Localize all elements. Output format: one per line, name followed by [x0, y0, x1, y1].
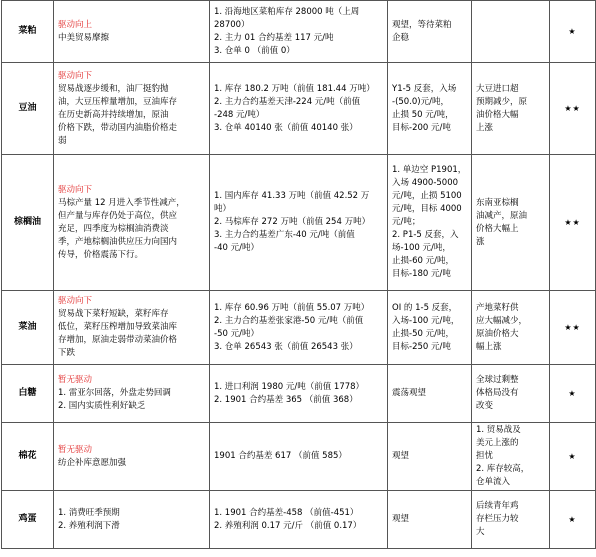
strategy-cell	[388, 291, 472, 365]
strategy-cell	[388, 155, 472, 291]
text-line: 1901 合约基差 617 （前值 585）	[214, 451, 347, 461]
text-line: 1. 消费旺季预期	[58, 507, 120, 518]
commodity-table	[1, 0, 596, 549]
text-line: 季，产地棕榈油供应压力向国内	[58, 236, 178, 247]
text-line: Y1-5 反套，入场	[392, 83, 457, 94]
text-line: 止损-50 元/吨，	[392, 328, 454, 339]
text-line: 美元上涨的	[476, 438, 519, 448]
text-line: 目标-200 元/吨	[392, 122, 451, 133]
stats-cell	[210, 365, 388, 423]
text-line: 存增加，原油走弱带动菜油价格	[58, 335, 178, 345]
rating-stars: ★	[550, 491, 596, 549]
text-line: 止损-60 元/吨，	[392, 256, 454, 266]
rating-stars: ★★	[550, 155, 596, 291]
text-line: 但产量与库存仍处于高位，供应	[58, 210, 178, 221]
strategy-cell	[388, 63, 472, 155]
table-row	[2, 155, 596, 291]
text-line: 3. 仓单 40140 张（前值 40140 张）	[214, 122, 358, 133]
text-line: 后续青年鸡	[476, 501, 519, 511]
text-line: 中美贸易摩擦	[58, 32, 110, 43]
stats-cell	[210, 63, 388, 155]
strategy-cell	[388, 365, 472, 423]
driver-cell	[54, 1, 210, 63]
text-line: 2. 库存较高，	[476, 464, 530, 474]
text-line: 2. 1901 合约基差 365 （前值 368）	[214, 394, 358, 405]
text-line: 幅上涨	[476, 341, 502, 352]
text-line: 担忧	[476, 451, 494, 461]
text-line: 元/吨，目标 4000	[392, 204, 462, 214]
text-line: 价格下跌，带动国内油脂价格走	[58, 122, 178, 133]
text-line: 马棕产量 12 月进入季节性减产，	[58, 197, 185, 208]
stats-cell	[210, 155, 388, 291]
text-line: 入场 4900-5000	[392, 178, 459, 188]
text-line: 2. P1-5 反套，入	[392, 230, 459, 240]
text-line: 观望	[392, 451, 410, 461]
text-line: 东南亚棕榈	[476, 197, 519, 208]
text-line: 油减产，原油	[476, 210, 528, 221]
text-line: 1. 沿海地区菜粕库存 28000 吨（上周	[214, 6, 360, 17]
text-line: 2. 国内实质性利好缺乏	[58, 401, 146, 411]
driver-cell	[54, 491, 210, 549]
text-line: 1. 进口利润 1980 元/吨（前值 1778）	[214, 381, 365, 392]
text-line: 低位，菜籽压榨增加导致菜油库	[58, 322, 178, 332]
text-line: 2. 主力合约基差张家港-50 元/吨（前值	[214, 315, 364, 326]
category-cell: 菜粕	[2, 1, 54, 63]
driver-title: 驱动向下	[58, 296, 93, 306]
text-line: 弱	[58, 135, 67, 146]
text-line: 体格局没有	[476, 388, 519, 398]
text-line: OI 的 1-5 反套，	[392, 302, 458, 313]
table-row	[2, 365, 596, 423]
stats-cell	[210, 423, 388, 491]
text-line: 充足，四季度为棕榈油消费淡	[58, 223, 169, 234]
text-line: 纺企补库意愿加强	[58, 457, 127, 468]
driver-title: 暂无驱动	[58, 375, 93, 385]
text-line: 贸易战逐步缓和，油厂挺豹抛	[58, 83, 169, 94]
text-line: 2. 主力合约基差天津-224 元/吨（前值	[214, 96, 361, 107]
text-line: -248 元/吨）	[214, 109, 265, 120]
text-line: 2. 马棕库存 272 万吨（前值 254 万吨）	[214, 217, 371, 227]
driver-cell	[54, 155, 210, 291]
strategy-cell	[388, 491, 472, 549]
table-row	[2, 423, 596, 491]
text-line: 油，大豆压榨量增加，豆油库存	[58, 96, 178, 107]
text-line: 元/吨，止损 5100	[392, 191, 462, 201]
text-line: 1. 贸易战及	[476, 425, 521, 435]
text-line: 震荡观望	[392, 388, 427, 398]
text-line: 2. 主力 01 合约基差 117 元/吨	[214, 32, 334, 43]
strategy-cell	[388, 423, 472, 491]
driver-cell	[54, 423, 210, 491]
driver-cell	[54, 365, 210, 423]
text-line: 2. 养殖利润下滑	[58, 520, 120, 531]
text-line: 大豆进口超	[476, 83, 519, 94]
table-row	[2, 1, 596, 63]
text-line: 观望	[392, 514, 410, 524]
text-line: 28700）	[214, 19, 250, 30]
text-line: 贸易战下菜籽短缺，菜籽库存	[58, 309, 169, 319]
text-line: 上涨	[476, 122, 494, 133]
text-line: 观望，等待菜粕	[392, 19, 452, 30]
text-line: 油价格大幅	[476, 109, 519, 120]
strategy-cell	[388, 1, 472, 63]
text-line: 仓单流入	[476, 477, 511, 487]
rating-stars: ★	[550, 423, 596, 491]
text-line: 2. 养殖利润 0.17 元/斤 （前值 0.17）	[214, 520, 362, 531]
category-cell: 菜油	[2, 291, 54, 365]
text-line: 价格大幅上	[476, 223, 519, 234]
text-line: -50 元/吨）	[214, 328, 259, 339]
text-line: 原油价格大	[476, 328, 519, 339]
table-row	[2, 491, 596, 549]
text-line: 目标-250 元/吨	[392, 341, 451, 352]
text-line: 1. 单边空 P1901，	[392, 165, 467, 175]
text-line: 存栏压力较	[476, 514, 519, 524]
driver-title: 驱动向下	[58, 70, 93, 81]
stats-cell	[210, 491, 388, 549]
text-line: 在历史新高并持续增加，原油	[58, 109, 169, 120]
text-line: 吨）	[214, 204, 232, 214]
category-cell: 棕榈油	[2, 155, 54, 291]
text-line: 目标-180 元/吨	[392, 269, 451, 279]
category-cell: 白糖	[2, 365, 54, 423]
text-line: 传导，价格震荡下行。	[58, 249, 144, 260]
text-line: 改变	[476, 401, 494, 411]
text-line: 全球过剩整	[476, 375, 519, 385]
driver-cell	[54, 291, 210, 365]
driver-title: 驱动向上	[58, 19, 93, 30]
text-line: 产地菜籽供	[476, 302, 519, 313]
stats-cell	[210, 291, 388, 365]
text-line: 元/吨；	[392, 217, 421, 227]
driver-cell	[54, 63, 210, 155]
text-line: 入场-100 元/吨，	[392, 315, 460, 326]
note-cell	[472, 423, 550, 491]
note-cell	[472, 1, 550, 63]
text-line: 企稳	[392, 32, 410, 43]
table-row	[2, 291, 596, 365]
rating-stars: ★★	[550, 291, 596, 365]
note-cell	[472, 491, 550, 549]
text-line: 3. 仓单 26543 张（前值 26543 张）	[214, 341, 358, 352]
text-line: 1. 库存 60.96 万吨（前值 55.07 万吨）	[214, 302, 370, 313]
text-line: 涨	[476, 236, 485, 247]
text-line: 应大幅减少，	[476, 315, 528, 326]
table-row	[2, 63, 596, 155]
driver-title: 暂无驱动	[58, 444, 93, 455]
text-line: 1. 1901 合约基差-458 （前值-451）	[214, 507, 359, 518]
text-line: 下跌	[58, 348, 76, 358]
text-line: -40 元/吨）	[214, 243, 259, 253]
rating-stars: ★★	[550, 63, 596, 155]
text-line: 场-100 元/吨，	[392, 243, 451, 253]
text-line: -(50.0)元/吨，	[392, 96, 449, 107]
note-cell	[472, 155, 550, 291]
stats-cell	[210, 1, 388, 63]
text-line: 3. 主力合约基差广东-40 元/吨（前值	[214, 230, 355, 240]
driver-title: 驱动向下	[58, 184, 93, 195]
text-line: 1. 雷亚尔回落，外盘走势回调	[58, 388, 171, 398]
rating-stars: ★	[550, 1, 596, 63]
category-cell: 鸡蛋	[2, 491, 54, 549]
text-line: 1. 国内库存 41.33 万吨（前值 42.52 万	[214, 191, 370, 201]
text-line: 1. 库存 180.2 万吨（前值 181.44 万吨）	[214, 83, 375, 94]
text-line: 止损 50 元/吨，	[392, 109, 454, 120]
text-line: 大	[476, 527, 485, 537]
text-line: 预期减少，原	[476, 96, 528, 107]
rating-stars: ★	[550, 365, 596, 423]
note-cell	[472, 365, 550, 423]
note-cell	[472, 291, 550, 365]
category-cell: 棉花	[2, 423, 54, 491]
category-cell: 豆油	[2, 63, 54, 155]
text-line: 3. 仓单 0 （前值 0）	[214, 45, 295, 56]
note-cell	[472, 63, 550, 155]
